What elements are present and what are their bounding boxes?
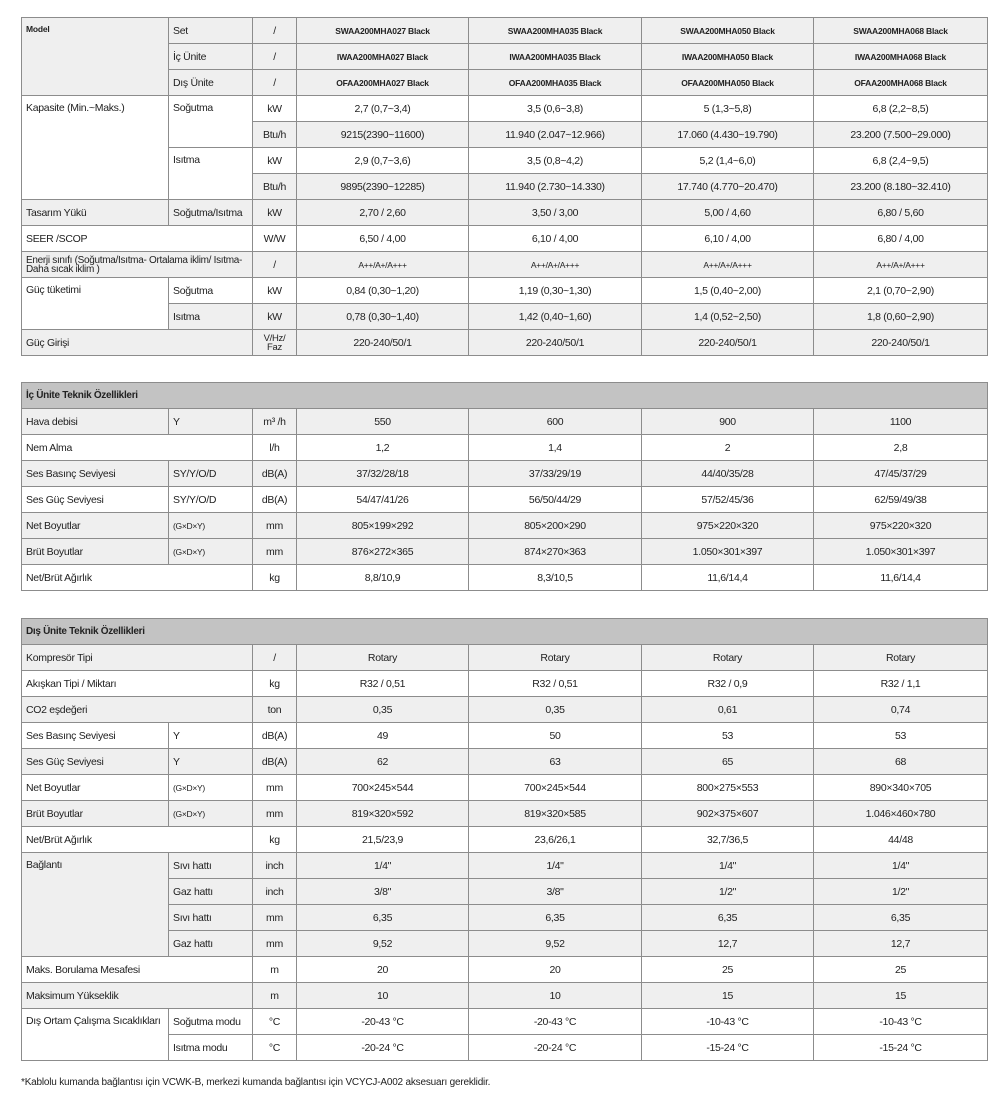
table-row xyxy=(22,827,988,853)
row-sublabel: Y xyxy=(169,749,253,775)
cell: 47/45/37/29 xyxy=(814,461,988,487)
table-row xyxy=(22,96,988,122)
general-spec-table xyxy=(21,17,988,356)
row-label: Ses Güç Seviyesi xyxy=(22,487,169,513)
row-unit: m xyxy=(253,957,297,983)
table-row xyxy=(22,409,988,435)
cell: 1.050×301×397 xyxy=(814,539,988,565)
cell: 0,35 xyxy=(297,697,469,723)
row-sublabel: Dış Ünite xyxy=(169,70,253,96)
row-unit: kg xyxy=(253,827,297,853)
cell: OFAA200MHA050 Black xyxy=(642,70,814,96)
row-unit: Btu/h xyxy=(253,174,297,200)
row-unit: mm xyxy=(253,513,297,539)
cell: 1,8 (0,60~2,90) xyxy=(814,304,988,330)
row-label: Ses Basınç Seviyesi xyxy=(22,461,169,487)
cell: -10-43 °C xyxy=(642,1009,814,1035)
row-unit: kW xyxy=(253,304,297,330)
row-unit: mm xyxy=(253,775,297,801)
row-unit: mm xyxy=(253,539,297,565)
row-unit: inch xyxy=(253,879,297,905)
cell: IWAA200MHA035 Black xyxy=(469,44,642,70)
row-sublabel: Isıtma xyxy=(169,148,253,200)
cell: 50 xyxy=(469,723,642,749)
cell: 63 xyxy=(469,749,642,775)
cell: IWAA200MHA027 Black xyxy=(297,44,469,70)
cell: 600 xyxy=(469,409,642,435)
cell: A++/A+/A+++ xyxy=(814,252,988,278)
cell: 1.046×460×780 xyxy=(814,801,988,827)
row-sublabel: Soğutma modu xyxy=(169,1009,253,1035)
table-row xyxy=(22,487,988,513)
row-sublabel: Sıvı hattı xyxy=(169,853,253,879)
cell: 17.060 (4.430~19.790) xyxy=(642,122,814,148)
cell: 220-240/50/1 xyxy=(814,330,988,356)
cell: 32,7/36,5 xyxy=(642,827,814,853)
cell: 62/59/49/38 xyxy=(814,487,988,513)
cell: 1/2" xyxy=(642,879,814,905)
cell: 900 xyxy=(642,409,814,435)
cell: SWAA200MHA050 Black xyxy=(642,18,814,44)
cell: 220-240/50/1 xyxy=(297,330,469,356)
cell: 21,5/23,9 xyxy=(297,827,469,853)
cell: -10-43 °C xyxy=(814,1009,988,1035)
row-sublabel: Isıtma modu xyxy=(169,1035,253,1061)
cell: 9,52 xyxy=(469,931,642,957)
row-label: CO2 eşdeğeri xyxy=(22,697,253,723)
row-label: Ses Güç Seviyesi xyxy=(22,749,169,775)
cell: Rotary xyxy=(642,645,814,671)
cell: 10 xyxy=(297,983,469,1009)
row-sublabel: Soğutma xyxy=(169,96,253,148)
cell: 9,52 xyxy=(297,931,469,957)
cell: 975×220×320 xyxy=(642,513,814,539)
row-label: Net/Brüt Ağırlık xyxy=(22,827,253,853)
cell: R32 / 0,9 xyxy=(642,671,814,697)
cell: 9215(2390~11600) xyxy=(297,122,469,148)
section-title: İç Ünite Teknik Özellikleri xyxy=(22,383,988,409)
cell: 56/50/44/29 xyxy=(469,487,642,513)
cell: 890×340×705 xyxy=(814,775,988,801)
cell: 5,2 (1,4~6,0) xyxy=(642,148,814,174)
table-row xyxy=(22,671,988,697)
section-header xyxy=(22,619,988,645)
cell: 0,74 xyxy=(814,697,988,723)
cell: 68 xyxy=(814,749,988,775)
row-unit: °C xyxy=(253,1035,297,1061)
cell: 819×320×592 xyxy=(297,801,469,827)
table-row xyxy=(22,200,988,226)
cell: 1,5 (0,40~2,00) xyxy=(642,278,814,304)
cell: 1/2" xyxy=(814,879,988,905)
cell: 805×199×292 xyxy=(297,513,469,539)
row-sublabel: (G×D×Y) xyxy=(169,539,253,565)
table-row xyxy=(22,1009,988,1035)
cell: 700×245×544 xyxy=(297,775,469,801)
row-unit: mm xyxy=(253,905,297,931)
row-label: Net Boyutlar xyxy=(22,775,169,801)
row-unit: / xyxy=(253,44,297,70)
cell: 11.940 (2.047~12.966) xyxy=(469,122,642,148)
table-row xyxy=(22,853,988,879)
cell: -15-24 °C xyxy=(642,1035,814,1061)
model-label: Model xyxy=(22,18,169,96)
outdoor-spec-table xyxy=(21,618,988,1061)
cell: 44/40/35/28 xyxy=(642,461,814,487)
row-unit: m xyxy=(253,983,297,1009)
row-label: Net/Brüt Ağırlık xyxy=(22,565,253,591)
cell: 1/4" xyxy=(814,853,988,879)
row-label: Ses Basınç Seviyesi xyxy=(22,723,169,749)
cell: -20-43 °C xyxy=(469,1009,642,1035)
cell: 805×200×290 xyxy=(469,513,642,539)
row-label: Akışkan Tipi / Miktarı xyxy=(22,671,253,697)
cell: A++/A+/A+++ xyxy=(297,252,469,278)
row-label: Hava debisi xyxy=(22,409,169,435)
cell: 6,80 / 4,00 xyxy=(814,226,988,252)
row-label: SEER /SCOP xyxy=(22,226,253,252)
indoor-spec-table xyxy=(21,382,988,591)
table-row xyxy=(22,697,988,723)
cell: 37/32/28/18 xyxy=(297,461,469,487)
table-row xyxy=(22,513,988,539)
cell: 2,7 (0,7~3,4) xyxy=(297,96,469,122)
row-label: Güç Girişi xyxy=(22,330,253,356)
row-unit: / xyxy=(253,645,297,671)
cell: 0,78 (0,30~1,40) xyxy=(297,304,469,330)
row-label: Brüt Boyutlar xyxy=(22,801,169,827)
row-sublabel: SY/Y/O/D xyxy=(169,461,253,487)
cell: 220-240/50/1 xyxy=(469,330,642,356)
table-row xyxy=(22,723,988,749)
cell: 11,6/14,4 xyxy=(814,565,988,591)
cell: 2 xyxy=(642,435,814,461)
cell: 0,61 xyxy=(642,697,814,723)
row-label: Kompresör Tipi xyxy=(22,645,253,671)
row-sublabel: Set xyxy=(169,18,253,44)
row-unit: dB(A) xyxy=(253,723,297,749)
table-row xyxy=(22,801,988,827)
table-row xyxy=(22,278,988,304)
cell: 2,8 xyxy=(814,435,988,461)
row-unit: kW xyxy=(253,96,297,122)
cell: R32 / 0,51 xyxy=(469,671,642,697)
cell: 44/48 xyxy=(814,827,988,853)
cell: 20 xyxy=(469,957,642,983)
section-title: Dış Ünite Teknik Özellikleri xyxy=(22,619,988,645)
cell: 37/33/29/19 xyxy=(469,461,642,487)
cell: 6,35 xyxy=(814,905,988,931)
row-unit: dB(A) xyxy=(253,487,297,513)
cell: 220-240/50/1 xyxy=(642,330,814,356)
cell: 54/47/41/26 xyxy=(297,487,469,513)
cell: 3,50 / 3,00 xyxy=(469,200,642,226)
row-sublabel: (G×D×Y) xyxy=(169,513,253,539)
row-unit: / xyxy=(253,18,297,44)
cell: 11.940 (2.730~14.330) xyxy=(469,174,642,200)
table-row xyxy=(22,461,988,487)
table-row xyxy=(22,226,988,252)
row-unit: kW xyxy=(253,148,297,174)
cell: 819×320×585 xyxy=(469,801,642,827)
row-unit: ton xyxy=(253,697,297,723)
cell: 0,35 xyxy=(469,697,642,723)
cell: A++/A+/A+++ xyxy=(642,252,814,278)
row-unit: V/Hz/ Faz xyxy=(253,330,297,356)
row-unit: m³ /h xyxy=(253,409,297,435)
row-label: Dış Ortam Çalışma Sıcaklıkları xyxy=(22,1009,169,1061)
table-row xyxy=(22,749,988,775)
row-label: Enerji sınıfı (Soğutma/Isıtma- Ortalama iklim/ Isıtma-Daha sıcak iklim ) xyxy=(22,252,253,278)
cell: 876×272×365 xyxy=(297,539,469,565)
cell: SWAA200MHA068 Black xyxy=(814,18,988,44)
cell: 1100 xyxy=(814,409,988,435)
row-sublabel: Gaz hattı xyxy=(169,879,253,905)
row-label: Bağlantı xyxy=(22,853,169,957)
cell: 1,4 xyxy=(469,435,642,461)
cell: SWAA200MHA035 Black xyxy=(469,18,642,44)
cell: 3/8" xyxy=(297,879,469,905)
cell: 3,5 (0,6~3,8) xyxy=(469,96,642,122)
cell: 6,80 / 5,60 xyxy=(814,200,988,226)
cell: 6,35 xyxy=(642,905,814,931)
row-unit: Btu/h xyxy=(253,122,297,148)
cell: 23.200 (7.500~29.000) xyxy=(814,122,988,148)
row-sublabel: İç Ünite xyxy=(169,44,253,70)
row-unit: kW xyxy=(253,200,297,226)
row-label: Net Boyutlar xyxy=(22,513,169,539)
cell: 1/4" xyxy=(469,853,642,879)
table-row xyxy=(22,775,988,801)
row-sublabel: Isıtma xyxy=(169,304,253,330)
row-label: Maksimum Yükseklik xyxy=(22,983,253,1009)
row-sublabel: Soğutma/Isıtma xyxy=(169,200,253,226)
cell: -15-24 °C xyxy=(814,1035,988,1061)
cell: 6,10 / 4,00 xyxy=(469,226,642,252)
row-sublabel: Soğutma xyxy=(169,278,253,304)
cell: 53 xyxy=(814,723,988,749)
table-row xyxy=(22,539,988,565)
cell: 975×220×320 xyxy=(814,513,988,539)
row-sublabel: (G×D×Y) xyxy=(169,775,253,801)
cell: 17.740 (4.770~20.470) xyxy=(642,174,814,200)
row-sublabel: Y xyxy=(169,723,253,749)
cell: IWAA200MHA068 Black xyxy=(814,44,988,70)
row-unit: / xyxy=(253,252,297,278)
row-label: Maks. Borulama Mesafesi xyxy=(22,957,253,983)
table-row xyxy=(22,330,988,356)
row-unit: dB(A) xyxy=(253,749,297,775)
cell: 20 xyxy=(297,957,469,983)
footnote: *Kablolu kumanda bağlantısı için VCWK-B, merkezi kumanda bağlantısı için VCYCJ-A002 aksesuarı gereklidir. xyxy=(21,1077,491,1088)
cell: 11,6/14,4 xyxy=(642,565,814,591)
cell: 57/52/45/36 xyxy=(642,487,814,513)
cell: 5,00 / 4,60 xyxy=(642,200,814,226)
cell: 6,8 (2,4~9,5) xyxy=(814,148,988,174)
cell: 1,19 (0,30~1,30) xyxy=(469,278,642,304)
section-header xyxy=(22,383,988,409)
row-unit: mm xyxy=(253,931,297,957)
cell: 800×275×553 xyxy=(642,775,814,801)
cell: 0,84 (0,30~1,20) xyxy=(297,278,469,304)
table-row xyxy=(22,252,988,278)
cell: 1,2 xyxy=(297,435,469,461)
cell: R32 / 0,51 xyxy=(297,671,469,697)
cell: -20-43 °C xyxy=(297,1009,469,1035)
row-label: Kapasite (Min.~Maks.) xyxy=(22,96,169,200)
cell: 8,3/10,5 xyxy=(469,565,642,591)
cell: 550 xyxy=(297,409,469,435)
cell: 49 xyxy=(297,723,469,749)
cell: 8,8/10,9 xyxy=(297,565,469,591)
cell: 3,5 (0,8~4,2) xyxy=(469,148,642,174)
cell: 25 xyxy=(642,957,814,983)
row-sublabel: (G×D×Y) xyxy=(169,801,253,827)
row-unit: °C xyxy=(253,1009,297,1035)
cell: 15 xyxy=(642,983,814,1009)
row-unit: kg xyxy=(253,671,297,697)
cell: 9895(2390~12285) xyxy=(297,174,469,200)
cell: 15 xyxy=(814,983,988,1009)
row-unit: inch xyxy=(253,853,297,879)
cell: 6,10 / 4,00 xyxy=(642,226,814,252)
cell: 6,35 xyxy=(469,905,642,931)
cell: 6,50 / 4,00 xyxy=(297,226,469,252)
table-row xyxy=(22,18,988,44)
cell: 25 xyxy=(814,957,988,983)
cell: 12,7 xyxy=(642,931,814,957)
cell: 6,35 xyxy=(297,905,469,931)
cell: 53 xyxy=(642,723,814,749)
table-row xyxy=(22,983,988,1009)
row-unit: dB(A) xyxy=(253,461,297,487)
cell: OFAA200MHA068 Black xyxy=(814,70,988,96)
cell: 1,42 (0,40~1,60) xyxy=(469,304,642,330)
cell: A++/A+/A+++ xyxy=(469,252,642,278)
cell: -20-24 °C xyxy=(469,1035,642,1061)
cell: OFAA200MHA035 Black xyxy=(469,70,642,96)
cell: OFAA200MHA027 Black xyxy=(297,70,469,96)
row-unit: kg xyxy=(253,565,297,591)
row-sublabel: SY/Y/O/D xyxy=(169,487,253,513)
cell: 6,8 (2,2~8,5) xyxy=(814,96,988,122)
row-unit: W/W xyxy=(253,226,297,252)
cell: 1.050×301×397 xyxy=(642,539,814,565)
cell: 3/8" xyxy=(469,879,642,905)
cell: 10 xyxy=(469,983,642,1009)
row-sublabel: Sıvı hattı xyxy=(169,905,253,931)
cell: 2,70 / 2,60 xyxy=(297,200,469,226)
cell: 12,7 xyxy=(814,931,988,957)
cell: SWAA200MHA027 Black xyxy=(297,18,469,44)
cell: IWAA200MHA050 Black xyxy=(642,44,814,70)
cell: 1/4" xyxy=(642,853,814,879)
table-row xyxy=(22,435,988,461)
cell: 1,4 (0,52~2,50) xyxy=(642,304,814,330)
row-label: Tasarım Yükü xyxy=(22,200,169,226)
cell: 23.200 (8.180~32.410) xyxy=(814,174,988,200)
row-unit: kW xyxy=(253,278,297,304)
row-unit: / xyxy=(253,70,297,96)
cell: Rotary xyxy=(814,645,988,671)
cell: 1/4" xyxy=(297,853,469,879)
table-row xyxy=(22,565,988,591)
row-unit: l/h xyxy=(253,435,297,461)
cell: 902×375×607 xyxy=(642,801,814,827)
cell: 700×245×544 xyxy=(469,775,642,801)
table-row xyxy=(22,957,988,983)
cell: 23,6/26,1 xyxy=(469,827,642,853)
cell: Rotary xyxy=(297,645,469,671)
row-label: Nem Alma xyxy=(22,435,253,461)
cell: 5 (1,3~5,8) xyxy=(642,96,814,122)
cell: 2,9 (0,7~3,6) xyxy=(297,148,469,174)
cell: 2,1 (0,70~2,90) xyxy=(814,278,988,304)
cell: 62 xyxy=(297,749,469,775)
table-row xyxy=(22,645,988,671)
row-sublabel: Y xyxy=(169,409,253,435)
row-label: Güç tüketimi xyxy=(22,278,169,330)
row-sublabel: Gaz hattı xyxy=(169,931,253,957)
row-unit: mm xyxy=(253,801,297,827)
cell: 874×270×363 xyxy=(469,539,642,565)
cell: -20-24 °C xyxy=(297,1035,469,1061)
cell: R32 / 1,1 xyxy=(814,671,988,697)
cell: 65 xyxy=(642,749,814,775)
row-label: Brüt Boyutlar xyxy=(22,539,169,565)
cell: Rotary xyxy=(469,645,642,671)
indoor-rows xyxy=(22,409,988,591)
